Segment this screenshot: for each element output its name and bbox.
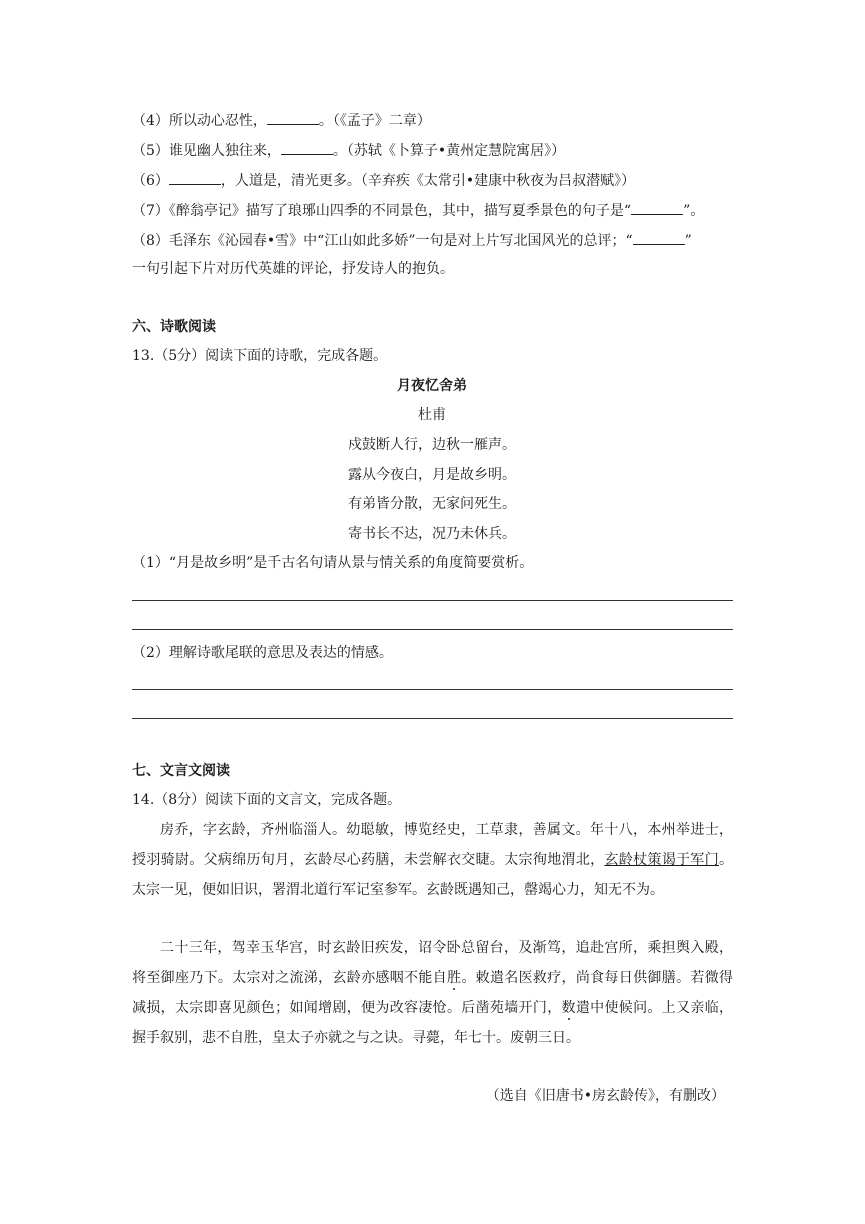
q4-prefix: （4）所以动心忍性， [132, 113, 267, 129]
paragraph-text: 二十三年，驾幸玉华宫，时玄龄旧疾发，诏令卧总留台，及渐笃，追赴宫所，乘担舆入殿，将至御座乃下。太宗对之流涕，玄龄亦感咽不能自 [132, 940, 733, 986]
answer-line[interactable] [132, 718, 733, 719]
q4-suffix: 。（《孟子》二章） [318, 113, 431, 129]
dotted-character: 数 [561, 1000, 576, 1016]
paragraph-text: 房乔，字玄龄，齐州临淄人。幼聪敏，博览经史，工草隶，善属文。年十八，本州举进士，授羽骑尉。父病绵历旬月，玄龄尽心药膳，未尝解衣交睫。太宗徇地渭北， [132, 822, 733, 868]
poem-author: 杜甫 [418, 407, 446, 423]
sub-question-2: （2）理解诗歌尾联的意思及表达的情感。 [132, 645, 393, 661]
poem-line: 戍鼓断人行，边秋一雁声。 [348, 437, 516, 453]
section-6-heading: 六、诗歌阅读 [132, 319, 216, 335]
question-5 [132, 139, 565, 161]
answer-blank[interactable] [281, 139, 333, 155]
poem-title: 月夜忆舍弟 [397, 378, 467, 394]
answer-line[interactable] [132, 600, 733, 601]
classical-text-paragraph-1 [132, 815, 733, 905]
question-13: 13.（5分）阅读下面的诗歌，完成各题。 [132, 348, 388, 364]
answer-blank[interactable] [633, 229, 685, 245]
question-4 [132, 109, 431, 131]
question-8-continued: 一句引起下片对历代英雄的评论，抒发诗人的抱负。 [132, 261, 454, 277]
section-7-heading: 七、文言文阅读 [132, 763, 230, 779]
question-7 [132, 199, 704, 221]
sub-question-1: （1）“月是故乡明”是千古名句请从景与情关系的角度简要赏析。 [132, 555, 534, 571]
q5-suffix: 。（苏轼《卜算子•黄州定慧院寓居》） [332, 143, 566, 159]
q8-suffix: ” [684, 233, 692, 249]
classical-text-paragraph-2 [132, 933, 733, 1053]
paragraph-text: 。太宗一见，便如旧识，署渭北道行军记室参军。玄龄既遇知己，罄竭心力，知无不为。 [132, 852, 734, 898]
answer-blank[interactable] [631, 199, 683, 215]
poem-line: 寄书长不达，况乃未休兵。 [348, 526, 516, 542]
paragraph-text: 。敕遣名医救疗，尚食每日供御膳。若微得减损，太宗即喜见颜色；如闻增剧，便为改容凄怆。后凿苑墙开门， [132, 970, 734, 1016]
question-8 [132, 229, 692, 251]
paragraph-text: 遣中使候问。上又亲临，握手叙别，悲不自胜，皇太子亦就之与之诀。寻薨，年七十。废朝三日。 [132, 1000, 734, 1046]
poem-line: 露从今夜白，月是故乡明。 [348, 467, 516, 483]
q8-prefix: （8）毛泽东《沁园春•雪》中“江山如此多娇”一句是对上片写北国风光的总评；“ [132, 233, 633, 249]
question-6 [132, 169, 635, 191]
poem-line: 有弟皆分散，无家问死生。 [348, 496, 516, 512]
source-citation: （选自《旧唐书•房玄龄传》，有删改） [485, 1088, 725, 1104]
answer-blank[interactable] [267, 109, 319, 125]
answer-line[interactable] [132, 689, 733, 690]
q5-prefix: （5）谁见幽人独往来， [132, 143, 281, 159]
answer-blank[interactable] [169, 169, 221, 185]
q7-prefix: （7）《醉翁亭记》描写了琅琊山四季的不同景色，其中，描写夏季景色的句子是“ [132, 203, 632, 219]
q6-prefix: （6） [132, 173, 169, 189]
q7-suffix: ”。 [683, 203, 705, 219]
answer-line[interactable] [132, 629, 733, 630]
dotted-character: 胜 [446, 970, 462, 986]
question-14: 14.（8分）阅读下面的文言文，完成各题。 [132, 792, 402, 808]
underlined-sentence: 玄龄杖策谒于军门 [604, 852, 720, 868]
q6-suffix: ，人道是，清光更多。（辛弃疾《太常引•建康中秋夜为吕叔潜赋》） [220, 173, 636, 189]
